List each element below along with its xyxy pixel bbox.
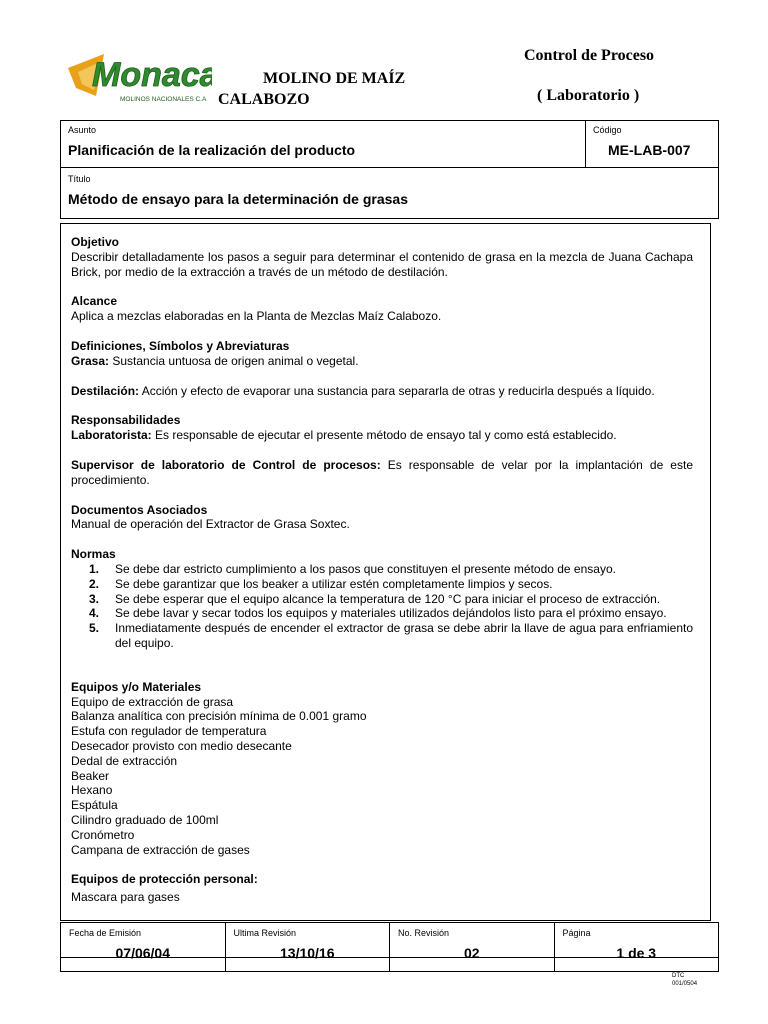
destilacion-def: Acción y efecto de evaporar una sustancia para separarla de otras y reducirla después a líquido.	[139, 383, 655, 398]
pagina-value: 1 de 3	[616, 945, 657, 961]
equipo-item: Espátula	[71, 798, 118, 813]
list-text: Se debe dar estricto cumplimiento a los pasos que constituyen el presente método de ensayo.	[115, 561, 616, 576]
logo-subtext: MOLINOS NACIONALES C.A	[120, 96, 207, 103]
list-item	[89, 562, 693, 577]
no-revision-value: 02	[463, 945, 480, 961]
emision-value: 07/06/04	[115, 945, 170, 961]
list-number: 1.	[89, 561, 100, 576]
equipo-item: Cilindro graduado de 100ml	[71, 812, 219, 827]
epp-text: Mascara para gases	[71, 890, 180, 905]
equipo-item: Desecador provisto con medio desecante	[71, 738, 292, 753]
responsabilidad-laboratorista	[71, 428, 693, 443]
normas-heading: Normas	[71, 547, 116, 562]
footer-divider	[60, 957, 719, 958]
codigo-box	[585, 120, 719, 168]
list-number: 3.	[89, 591, 100, 606]
titulo-value: Método de ensayo para la determinación de grasas	[68, 191, 408, 207]
dtc-code	[672, 972, 697, 988]
equipo-item: Dedal de extracción	[71, 753, 178, 768]
definicion-grasa	[71, 354, 693, 369]
footer-cell-emision	[61, 923, 226, 971]
equipo-item: Campana de extracción de gases	[71, 842, 250, 857]
list-item	[89, 592, 693, 607]
equipos-heading: Equipos y/o Materiales	[71, 679, 202, 694]
logo-text: Monaca	[92, 56, 212, 94]
list-item	[89, 606, 693, 621]
equipo-item: Hexano	[71, 783, 113, 798]
equipo-item: Balanza analítica con precisión mínima de 0.001 gramo	[71, 709, 367, 724]
codigo-value: ME-LAB-007	[608, 142, 691, 158]
titulo-label: Título	[68, 174, 91, 184]
list-text: Inmediatamente después de encender el extractor de grasa se debe abrir la llave de agua para enfriamiento del equipo.	[115, 621, 693, 650]
definicion-destilacion	[71, 384, 693, 399]
objetivo-text: Describir detalladamente los pasos a seguir para determinar el contenido de grasa en la mezcla de Juana Cachapa Brick, por medio de la extracción a través de un método de destilación.	[71, 249, 693, 279]
revision-label: Ultima Revisión	[233, 928, 297, 938]
footer-cell-pagina	[555, 923, 719, 971]
equipo-item: Estufa con regulador de temperatura	[71, 724, 267, 739]
equipo-item: Beaker	[71, 768, 110, 783]
laboratorista-def: Es responsable de ejecutar el presente método de ensayo tal y como está establecido.	[151, 428, 617, 443]
asunto-value: Planificación de la realización del producto	[68, 142, 356, 158]
supervisor-term: Supervisor de laboratorio de Control de procesos:	[71, 457, 381, 472]
list-item	[89, 577, 693, 592]
footer-cell-revision	[226, 923, 391, 971]
objetivo-heading: Objetivo	[71, 235, 120, 249]
equipo-item: Cronómetro	[71, 827, 135, 842]
company-name-line2: CALABOZO	[218, 91, 310, 108]
titulo-box	[60, 167, 719, 219]
grasa-term: Grasa:	[71, 353, 110, 368]
epp-heading: Equipos de protección personal:	[71, 872, 258, 887]
process-title: Control de Proceso	[524, 47, 655, 64]
list-text: Se debe lavar y secar todos los equipos y materiales utilizados dejándolos listo para el próximo ensayo.	[115, 606, 667, 621]
definiciones-heading: Definiciones, Símbolos y Abreviaturas	[71, 338, 290, 353]
alcance-text: Aplica a mezclas elaboradas en la Planta de Mezclas Maíz Calabozo.	[71, 309, 442, 324]
laboratorista-term: Laboratorista:	[71, 428, 152, 443]
normas-list	[71, 562, 693, 651]
document-body	[71, 235, 693, 905]
destilacion-term: Destilación:	[71, 383, 140, 398]
footer-table	[60, 922, 719, 972]
documentos-heading: Documentos Asociados	[71, 502, 208, 517]
revision-value: 13/10/16	[280, 945, 335, 961]
list-text: Se debe esperar que el equipo alcance la temperatura de 120 °C para iniciar el proceso de extracción.	[115, 591, 661, 606]
company-logo	[66, 44, 212, 106]
dtc-line1: DTC	[672, 973, 685, 979]
codigo-label: Código	[593, 125, 622, 135]
documentos-text: Manual de operación del Extractor de Grasa Soxtec.	[71, 517, 350, 532]
list-number: 5.	[89, 621, 100, 636]
list-number: 2.	[89, 576, 100, 591]
dtc-line2: 001/0504	[672, 981, 698, 987]
emision-label: Fecha de Emisión	[69, 928, 142, 938]
footer-cell-no-revision	[390, 923, 555, 971]
asunto-label: Asunto	[68, 125, 97, 135]
company-name-line1: MOLINO DE MAÍZ	[263, 70, 406, 87]
alcance-heading: Alcance	[71, 294, 118, 309]
pagina-label: Página	[562, 928, 591, 938]
list-number: 4.	[89, 606, 100, 621]
list-text: Se debe garantizar que los beaker a utilizar estén completamente limpios y secos.	[115, 576, 553, 591]
asunto-box	[60, 120, 586, 168]
responsabilidad-supervisor	[71, 458, 693, 488]
no-revision-label: No. Revisión	[398, 928, 450, 938]
process-subtitle: ( Laboratorio )	[537, 87, 640, 104]
responsabilidades-heading: Responsabilidades	[71, 413, 181, 428]
list-item	[89, 621, 693, 651]
supervisor-def: Es responsable de velar por la implantación de este procedimiento.	[71, 457, 693, 487]
equipo-item: Equipo de extracción de grasa	[71, 694, 234, 709]
grasa-def: Sustancia untuosa de origen animal o vegetal.	[109, 353, 359, 368]
